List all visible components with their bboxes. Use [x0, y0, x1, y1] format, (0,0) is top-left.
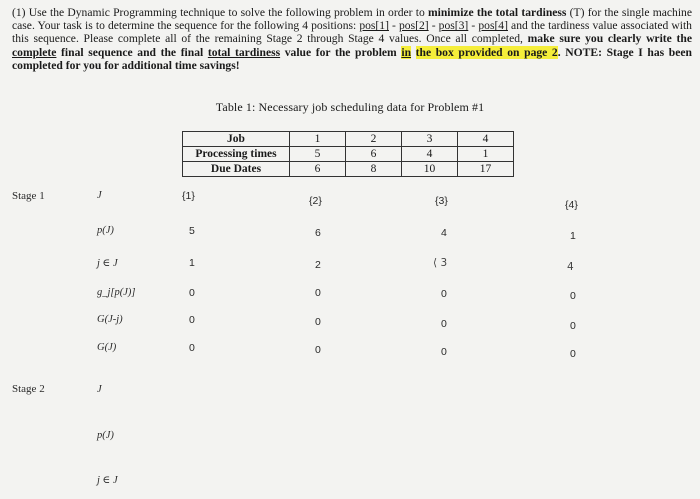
table-cell: 1: [458, 147, 514, 162]
objective-bold: minimize the total tardiness: [427, 6, 567, 19]
instruction-underline-2: total tardiness: [207, 45, 281, 59]
stage1-g-3: 0: [441, 288, 447, 300]
table-cell: 6: [290, 162, 346, 177]
stage1-j-3: ⟨ 3: [433, 257, 448, 269]
stage1-GJj-1: 0: [189, 314, 195, 326]
problem-text-1: (1) Use the Dynamic Programming technique to solve the following problem in order to: [12, 6, 428, 19]
stage1-g-2: 0: [315, 287, 321, 299]
problem-text-3: and the tardiness value associated with this sequence. Please complete all of the remaining Stage 2 through Stage 4 values. Once all completed,: [12, 19, 692, 46]
row-label-GJ: G(J): [97, 342, 117, 353]
stage1-j-2: 2: [315, 259, 321, 271]
sep: -: [468, 19, 479, 33]
table-cell: 8: [346, 162, 402, 177]
stage2-row-label-j-in-J: j ∈ J: [97, 475, 118, 486]
stage1-j-1: 1: [189, 257, 195, 269]
stage1-g-1: 0: [189, 287, 195, 299]
pos-4-label: pos[4]: [478, 19, 508, 33]
instruction-bold-2: final sequence and the final: [56, 45, 208, 59]
instruction-underline-1: complete: [12, 45, 57, 59]
stage2-row-label-pJ: p(J): [97, 430, 114, 441]
stage1-g-4: 0: [570, 290, 576, 302]
stage1-GJ-2: 0: [315, 344, 321, 356]
row-label-J: J: [97, 190, 102, 201]
pos-3-label: pos[3]: [438, 19, 469, 33]
table-cell: 4: [402, 147, 458, 162]
stage1-GJ-1: 0: [189, 342, 195, 354]
stage1-GJj-2: 0: [315, 316, 321, 328]
table-cell: 5: [290, 147, 346, 162]
stage1-pJ-1: 5: [189, 225, 195, 237]
stage2-row-label-J: J: [97, 384, 102, 395]
stage-2-title: Stage 2: [12, 383, 45, 395]
stage1-j-3-value: 3: [440, 257, 448, 269]
row-label-GJj: G(J-j): [97, 314, 123, 325]
table-cell: 4: [458, 132, 514, 147]
row-label-j-in-J: j ∈ J: [97, 258, 118, 269]
stage1-J-4: {4}: [565, 199, 578, 211]
stage1-j-4: 4: [567, 261, 574, 273]
stage1-pJ-2: 6: [315, 227, 321, 239]
table-cell: 10: [402, 162, 458, 177]
pos-1-label: pos[1]: [359, 19, 389, 33]
table-cell: 1: [290, 132, 346, 147]
table-caption: Table 1: Necessary job scheduling data for Problem #1: [215, 100, 485, 114]
sep: -: [428, 19, 439, 33]
note-text: . NOTE: Stage I has been completed for you for additional time savings!: [12, 45, 692, 72]
stage1-pJ-4: 1: [570, 230, 576, 242]
stage1-GJ-3: 0: [441, 346, 447, 358]
row-label-processing: Processing times: [183, 147, 290, 162]
stage1-GJj-4: 0: [570, 320, 576, 332]
table-cell: 3: [402, 132, 458, 147]
instruction-bold-3: value for the problem: [280, 45, 402, 59]
stage1-GJj-3: 0: [441, 318, 447, 330]
highlight-1: in: [401, 45, 412, 59]
problem-text-2: (T) for the single machine case. Your task is to determine the sequence for the following 4 positions:: [12, 6, 692, 33]
stage1-J-3: {3}: [435, 195, 448, 207]
stage1-GJ-4: 0: [570, 348, 576, 360]
row-label-pJ: p(J): [97, 225, 114, 236]
row-label-job: Job: [183, 132, 290, 147]
stage1-pJ-3: 4: [441, 227, 447, 239]
instruction-bold-1: make sure you clearly write the: [527, 32, 692, 46]
stage1-J-1: {1}: [182, 190, 195, 202]
stage-1-title: Stage 1: [12, 190, 45, 202]
pos-2-label: pos[2]: [399, 19, 429, 33]
row-label-due: Due Dates: [183, 162, 290, 177]
table-cell: 2: [346, 132, 402, 147]
table-cell: 6: [346, 147, 402, 162]
row-label-g: g_j[p(J)]: [97, 287, 136, 298]
sep: -: [388, 19, 399, 33]
table-cell: 17: [458, 162, 514, 177]
stage1-J-2: {2}: [309, 195, 322, 207]
highlight-2: the box provided on page 2: [415, 45, 558, 59]
